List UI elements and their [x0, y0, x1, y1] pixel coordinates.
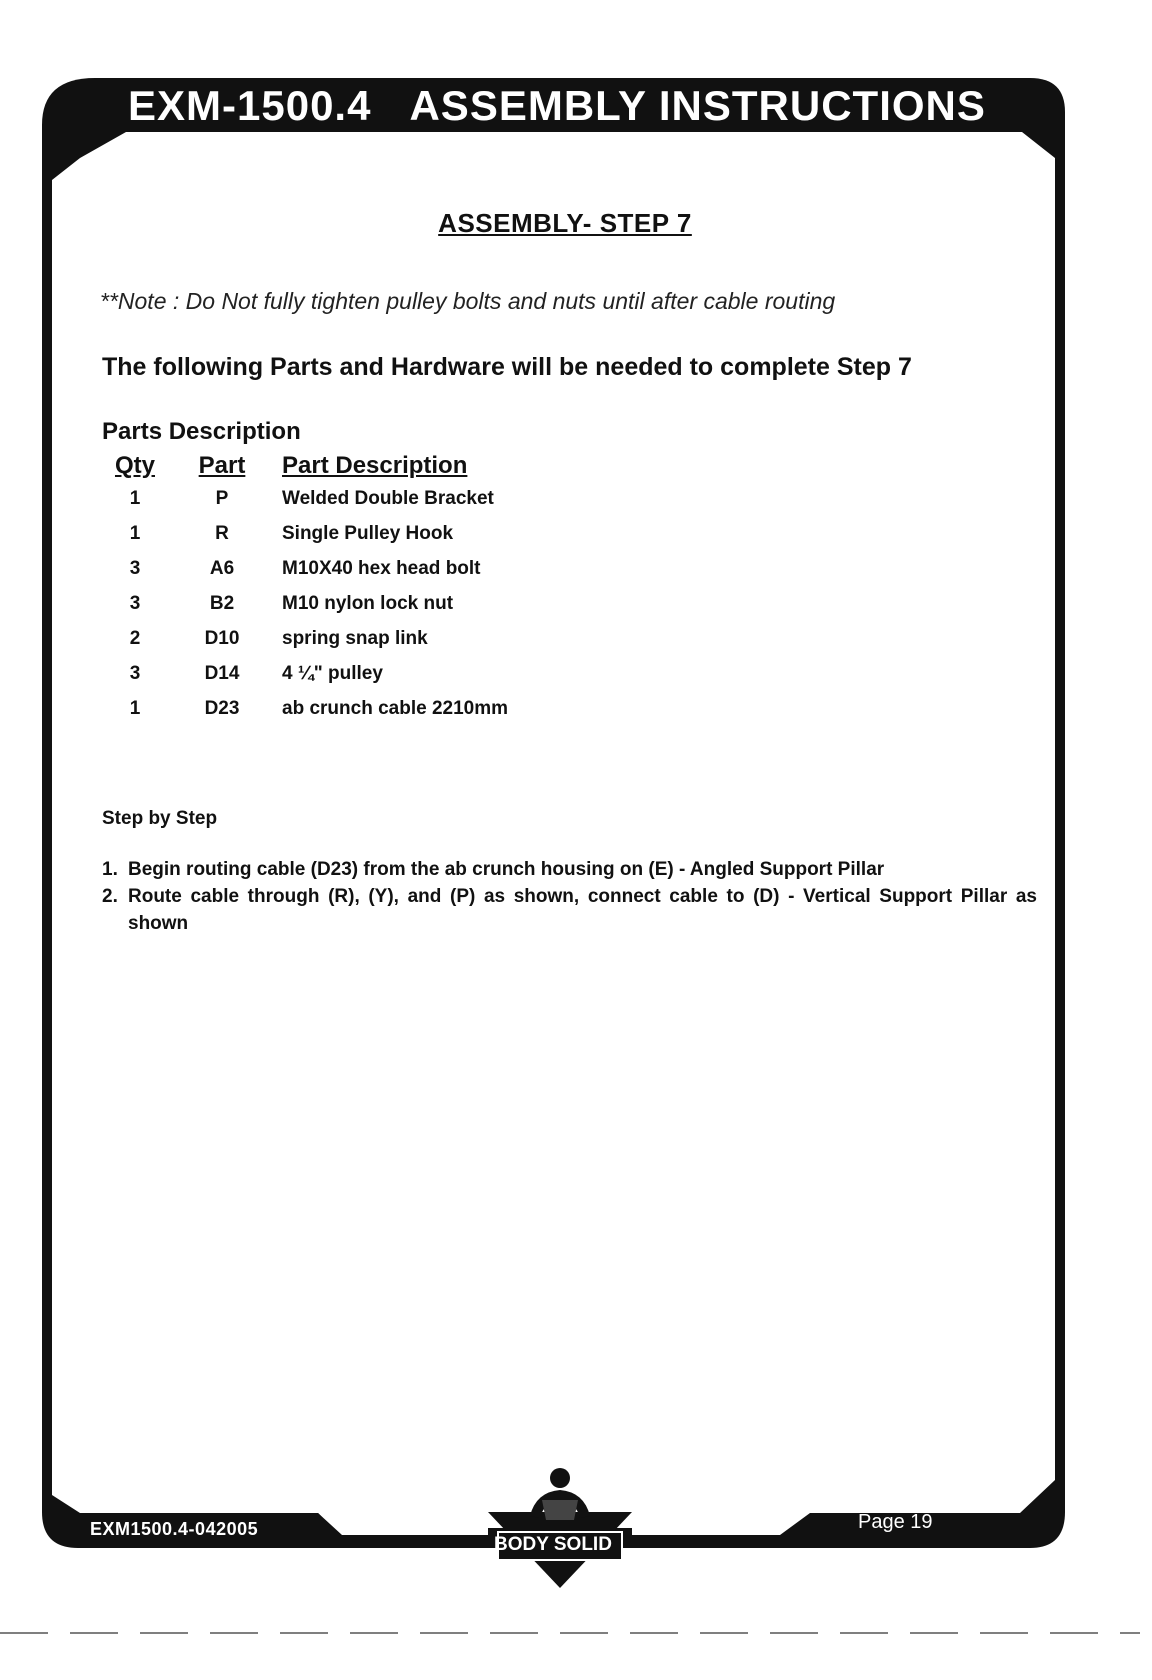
- body-solid-logo: [480, 1466, 640, 1590]
- frame-inner: [52, 132, 1055, 1535]
- row-qty: 3: [129, 663, 141, 684]
- tightening-note: **Note : Do Not fully tighten pulley bolts and nuts until after cable routing: [100, 288, 836, 314]
- list-item: [102, 883, 1037, 937]
- step-text: Route cable through (R), (Y), and (P) as shown, connect cable to (D) - Vertical Support Pillar as shown: [128, 886, 1037, 934]
- row-qty: 1: [129, 488, 141, 509]
- row-qty: 2: [129, 628, 141, 649]
- bottom-dashed-rule: [0, 1630, 1152, 1636]
- row-part: A6: [209, 558, 235, 579]
- row-qty: 3: [129, 593, 141, 614]
- header-part-description: Part Description: [282, 452, 468, 479]
- row-description: ab crunch cable 2210mm: [282, 698, 508, 719]
- row-qty: 1: [129, 523, 141, 544]
- parts-description-heading: Parts Description: [102, 418, 301, 445]
- header-qty: Qty: [114, 452, 155, 479]
- row-description: M10 nylon lock nut: [282, 593, 454, 614]
- step-title: ASSEMBLY- STEP 7: [438, 208, 692, 238]
- row-description: Single Pulley Hook: [282, 523, 454, 544]
- row-part: B2: [209, 593, 235, 614]
- row-description: spring snap link: [282, 628, 428, 649]
- header-model: EXM-1500.4: [128, 82, 372, 129]
- row-part: P: [215, 488, 229, 509]
- row-part: D10: [204, 628, 240, 649]
- row-part: R: [215, 523, 229, 544]
- header-part: Part: [198, 452, 246, 479]
- step-number: 1.: [102, 859, 118, 880]
- page-number: Page 19: [858, 1511, 933, 1533]
- parts-needed-text: The following Parts and Hardware will be needed to complete Step 7: [102, 353, 912, 381]
- step-list: [102, 856, 1037, 937]
- step-number: 2.: [102, 886, 118, 907]
- step-by-step-heading: Step by Step: [102, 808, 218, 829]
- row-description: Welded Double Bracket: [282, 488, 494, 509]
- header-title: [128, 82, 1008, 130]
- row-qty: 3: [129, 558, 141, 579]
- document-code: EXM1500.4-042005: [90, 1519, 259, 1539]
- logo-text: BODY SOLID: [494, 1534, 612, 1555]
- row-part: D14: [204, 663, 240, 684]
- row-description: M10X40 hex head bolt: [282, 558, 481, 579]
- step-text: Begin routing cable (D23) from the ab crunch housing on (E) - Angled Support Pillar: [128, 859, 885, 880]
- row-part: D23: [204, 698, 240, 719]
- header-heading: ASSEMBLY INSTRUCTIONS: [409, 82, 986, 129]
- row-description: 4 ¼" pulley: [282, 663, 383, 684]
- list-item: [102, 856, 1037, 883]
- row-qty: 1: [129, 698, 141, 719]
